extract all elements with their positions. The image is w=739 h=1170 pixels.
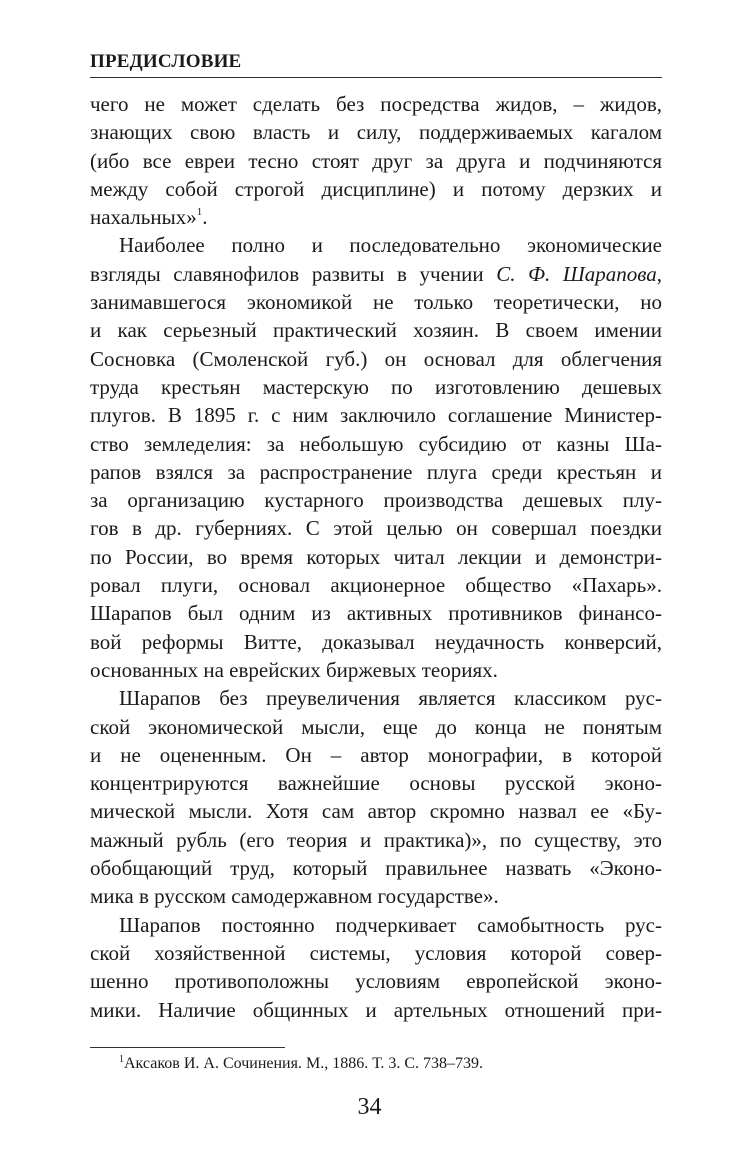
text-line: за организацию кустарного производства дешевых плу- — [90, 488, 662, 513]
text-fragment: нахальных» — [90, 205, 197, 230]
text-line — [90, 260, 662, 288]
text-line: ской экономической мысли, еще до конца не понятым — [90, 714, 662, 739]
footnote-marker: 1 — [119, 1054, 124, 1065]
body-text — [90, 90, 662, 1024]
text-line: ской хозяйственной системы, условия которой совер- — [90, 940, 662, 965]
text-line: и как серьезный практический хозяин. В своем имении — [90, 318, 662, 343]
footnote — [119, 1054, 662, 1074]
text-line: (ибо все евреи тесно стоят друг за друга и подчиняются — [90, 148, 662, 173]
text-line: обобщающий труд, который правильнее назвать «Эконо- — [90, 856, 662, 881]
text-line: Шарапов был одним из активных противников финансо- — [90, 601, 662, 626]
text-line: гов в др. губерниях. С этой целью он совершал поездки — [90, 516, 662, 541]
text-line — [90, 203, 662, 231]
text-line: мики. Наличие общинных и артельных отношений при- — [90, 997, 662, 1022]
footnote-text: Аксаков И. А. Сочинения. М., 1886. Т. 3. С. 738–739. — [124, 1055, 484, 1072]
footnote-reference: 1 — [196, 206, 203, 219]
text-line: занимавшегося экономикой не только теоретически, но — [90, 290, 662, 315]
text-fragment: взгляды славянофилов развиты в учении — [90, 261, 497, 286]
text-fragment: , — [656, 261, 662, 286]
text-line: и не оцененным. Он – автор монографии, в которой — [90, 742, 662, 767]
text-line: вой реформы Витте, доказывал неудачность конверсий, — [90, 629, 662, 654]
text-line: чего не может сделать без посредства жидов, – жидов, — [90, 92, 662, 116]
text-line: ство земледелия: за небольшую субсидию от казны Ша- — [90, 431, 662, 456]
text-line: Наиболее полно и последовательно экономические — [119, 233, 662, 258]
running-head: ПРЕДИСЛОВИЕ — [90, 51, 242, 72]
text-line: основанных на еврейских биржевых теориях. — [90, 657, 498, 682]
text-line: мической мысли. Хотя сам автор скромно назвал ее «Бу- — [90, 799, 662, 824]
text-line: мика в русском самодержавном государстве». — [90, 884, 499, 909]
text-line: мажный рубль (его теория и практика)», по существу, это — [90, 827, 662, 852]
text-line: плугов. В 1895 г. с ним заключило соглашение Министер- — [90, 403, 662, 428]
text-line: между собой строгой дисциплине) и потому дерзких и — [90, 176, 662, 201]
text-fragment: . — [202, 205, 208, 230]
header-rule — [90, 77, 662, 78]
text-line: труда крестьян мастерскую по изготовлению дешевых — [90, 374, 662, 399]
text-line: концентрируются важнейшие основы русской эконо- — [90, 771, 662, 796]
text-line: Шарапов без преувеличения является классиком рус- — [119, 686, 662, 711]
text-line: шенно противоположны условиям европейской эконо- — [90, 969, 662, 994]
footnote-rule — [90, 1047, 285, 1048]
text-line: Сосновка (Смоленской губ.) он основал для облегчения — [90, 346, 662, 371]
text-line: ровал плуги, основал акционерное общество «Пахарь». — [90, 573, 662, 598]
text-line: знающих свою власть и силу, поддерживаемых кагалом — [90, 120, 662, 145]
text-line: по России, во время которых читал лекции и демонстри- — [90, 544, 662, 569]
italic-name: С. Ф. Шарапова — [496, 261, 657, 286]
text-line: рапов взялся за распространение плуга среди крестьян и — [90, 459, 662, 484]
page-number: 34 — [357, 1094, 382, 1120]
text-line: Шарапов постоянно подчеркивает самобытность рус- — [119, 912, 662, 937]
